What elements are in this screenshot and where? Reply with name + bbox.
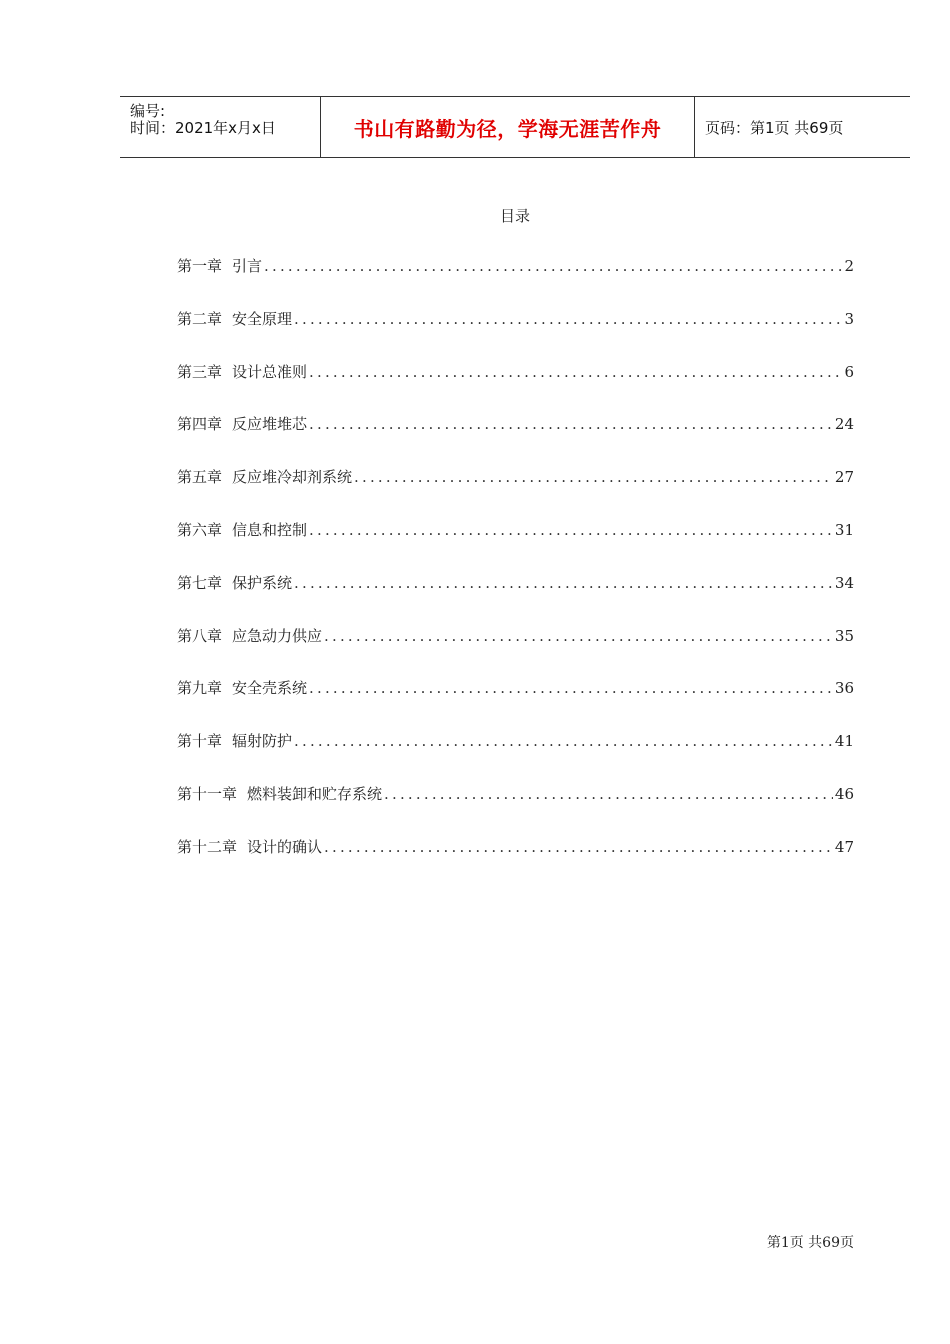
toc-chapter-title: 安全壳系统 [232, 679, 308, 698]
toc-dot-leader [354, 468, 833, 486]
toc-chapter-number: 第三章 [177, 362, 223, 381]
toc-chapter-number: 第十章 [177, 732, 223, 751]
toc-page-number: 27 [834, 468, 854, 487]
toc-page-number: 35 [834, 626, 854, 645]
toc-entry-label [177, 836, 322, 857]
footer-page-number: 第1页 共69页 [766, 1235, 854, 1251]
toc-entry-label [177, 466, 352, 487]
toc-entry-label [177, 519, 307, 540]
table-of-contents [177, 255, 854, 889]
toc-dot-leader [294, 574, 833, 592]
toc-chapter-title: 安全原理 [232, 309, 293, 328]
toc-chapter-title: 辐射防护 [232, 732, 293, 751]
toc-entry[interactable] [177, 677, 854, 730]
toc-entry-label [177, 255, 262, 276]
toc-dot-leader [324, 838, 833, 856]
toc-chapter-number: 第十二章 [177, 837, 238, 856]
toc-dot-leader [294, 732, 833, 750]
toc-entry-label [177, 308, 292, 329]
document-number-label: 编号: [130, 102, 166, 120]
toc-entry[interactable] [177, 413, 854, 466]
toc-dot-leader [309, 363, 842, 381]
toc-chapter-number: 第八章 [177, 626, 223, 645]
toc-entry-label [177, 783, 382, 804]
toc-entry-label [177, 677, 307, 698]
toc-chapter-title: 反应堆冷却剂系统 [232, 468, 353, 487]
toc-entry-label [177, 730, 292, 751]
toc-chapter-number: 第七章 [177, 573, 223, 592]
toc-entry-label [177, 413, 307, 434]
toc-chapter-title: 反应堆堆芯 [232, 415, 308, 434]
toc-chapter-number: 第四章 [177, 415, 223, 434]
toc-entry[interactable] [177, 783, 854, 836]
toc-page-number: 3 [844, 309, 854, 328]
toc-chapter-number: 第十一章 [177, 784, 238, 803]
toc-entry[interactable] [177, 836, 854, 889]
toc-dot-leader [384, 785, 833, 803]
toc-entry[interactable] [177, 255, 854, 308]
toc-entry[interactable] [177, 730, 854, 783]
header-meta-cell [120, 97, 321, 157]
toc-chapter-title: 引言 [232, 257, 263, 275]
toc-entry-label [177, 361, 307, 382]
toc-chapter-title: 应急动力供应 [232, 626, 323, 645]
toc-dot-leader [264, 257, 842, 275]
toc-page-number: 47 [834, 837, 854, 856]
toc-dot-leader [309, 521, 833, 539]
toc-entry[interactable] [177, 519, 854, 572]
document-date-label: 时间：2021年x月x日 [130, 119, 276, 137]
toc-page-number: 34 [834, 573, 854, 592]
toc-page-number: 24 [834, 415, 854, 434]
toc-page-number: 6 [844, 362, 854, 381]
toc-chapter-number: 第五章 [177, 468, 223, 487]
toc-chapter-title: 设计的确认 [247, 837, 323, 856]
toc-chapter-number: 第九章 [177, 679, 223, 698]
header-motto: 书山有路勤为径，学海无涯苦作舟 [321, 97, 695, 157]
toc-dot-leader [309, 415, 833, 433]
toc-chapter-number: 第六章 [177, 520, 223, 539]
document-header [120, 96, 910, 158]
toc-dot-leader [309, 679, 833, 697]
toc-page-number: 36 [834, 679, 854, 698]
toc-entry[interactable] [177, 361, 854, 414]
toc-entry[interactable] [177, 625, 854, 678]
toc-page-number: 2 [844, 257, 854, 275]
toc-chapter-title: 信息和控制 [232, 520, 308, 539]
toc-page-number: 46 [834, 784, 854, 803]
toc-page-number: 31 [834, 520, 854, 539]
toc-entry[interactable] [177, 572, 854, 625]
toc-title: 目录 [499, 207, 530, 225]
toc-chapter-number: 第二章 [177, 309, 223, 328]
toc-chapter-title: 设计总准则 [232, 362, 308, 381]
toc-chapter-title: 燃料装卸和贮存系统 [247, 784, 383, 803]
toc-entry[interactable] [177, 308, 854, 361]
toc-entry[interactable] [177, 466, 854, 519]
toc-dot-leader [294, 310, 842, 328]
toc-page-number: 41 [834, 732, 854, 751]
toc-entry-label [177, 625, 322, 646]
toc-entry-label [177, 572, 292, 593]
toc-chapter-title: 保护系统 [232, 573, 293, 592]
toc-dot-leader [324, 627, 833, 645]
header-page-info: 页码：第1页 共69页 [705, 118, 844, 137]
toc-chapter-number: 第一章 [177, 257, 223, 275]
